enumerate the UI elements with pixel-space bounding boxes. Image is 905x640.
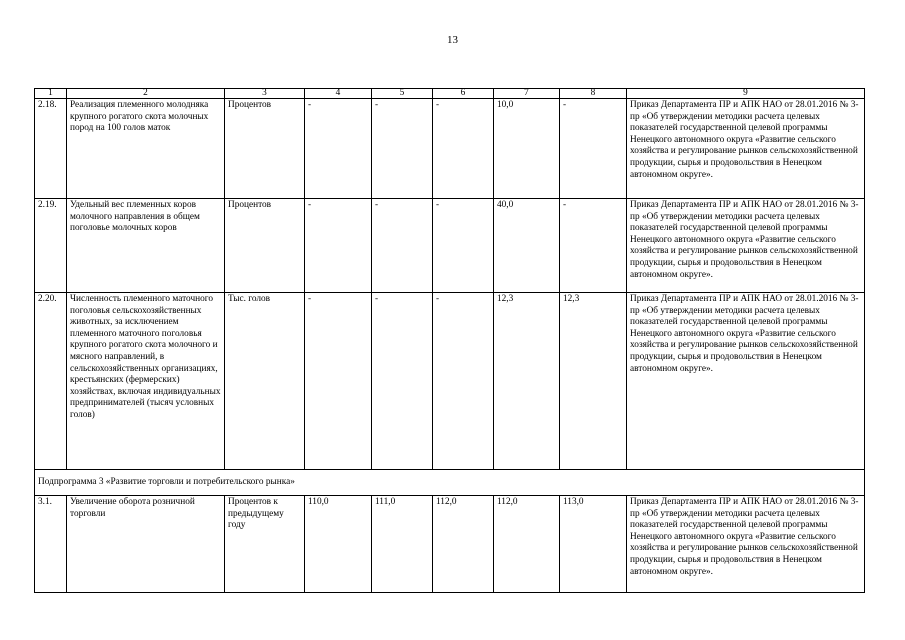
row-number: 2.18. xyxy=(35,99,67,199)
row-number: 2.19. xyxy=(35,199,67,293)
value-cell: 111,0 xyxy=(372,496,433,593)
header-cell: 4 xyxy=(305,89,372,99)
value-cell: 10,0 xyxy=(494,99,560,199)
value-cell: 40,0 xyxy=(494,199,560,293)
value-cell: - xyxy=(305,199,372,293)
header-cell: 2 xyxy=(67,89,225,99)
value-cell: - xyxy=(305,293,372,470)
indicator-name: Численность племенного маточного поголовья сельскохозяйственных животных, за исключением племенного маточного поголовья крупного рогатого скота молочного и мясного направлений, в сельскохозяйственных организациях, крестьянских (фермерских) хозяйствах, включая индивидуальных предпринимателей (тысяч условных голов) xyxy=(67,293,225,470)
header-row xyxy=(35,89,865,99)
value-cell: 112,0 xyxy=(433,496,494,593)
unit: Процентов xyxy=(225,99,305,199)
unit: Тыс. голов xyxy=(225,293,305,470)
source-cell: Приказ Департамента ПР и АПК НАО от 28.01.2016 № 3-пр «Об утверждении методики расчета целевых показателей государственной целевой программы Ненецкого автономного округа «Развитие сельского хозяйства и регулирование рынков сельскохозяйственной продукции, сырья и продовольствия в Ненецком автономном округе». xyxy=(627,99,865,199)
value-cell: - xyxy=(372,293,433,470)
value-cell: 110,0 xyxy=(305,496,372,593)
page-number: 13 xyxy=(447,34,458,46)
source-cell: Приказ Департамента ПР и АПК НАО от 28.01.2016 № 3-пр «Об утверждении методики расчета целевых показателей государственной целевой программы Ненецкого автономного округа «Развитие сельского хозяйства и регулирование рынков сельскохозяйственной продукции, сырья и продовольствия в Ненецком автономном округе». xyxy=(627,293,865,470)
value-cell: - xyxy=(560,199,627,293)
indicator-name: Увеличение оборота розничной торговли xyxy=(67,496,225,593)
header-cell: 5 xyxy=(372,89,433,99)
header-cell: 3 xyxy=(225,89,305,99)
subprogram-title: Подпрограмма 3 «Развитие торговли и потребительского рынка» xyxy=(35,470,865,496)
value-cell: 12,3 xyxy=(560,293,627,470)
value-cell: - xyxy=(372,199,433,293)
indicator-name: Удельный вес племенных коров молочного направления в общем поголовье молочных коров xyxy=(67,199,225,293)
header-cell: 9 xyxy=(627,89,865,99)
source-cell: Приказ Департамента ПР и АПК НАО от 28.01.2016 № 3-пр «Об утверждении методики расчета целевых показателей государственной целевой программы Ненецкого автономного округа «Развитие сельского хозяйства и регулирование рынков сельскохозяйственной продукции, сырья и продовольствия в Ненецком автономном округе». xyxy=(627,496,865,593)
table-row xyxy=(35,199,865,293)
header-cell: 7 xyxy=(494,89,560,99)
row-number: 3.1. xyxy=(35,496,67,593)
header-cell: 6 xyxy=(433,89,494,99)
value-cell: - xyxy=(305,99,372,199)
row-number: 2.20. xyxy=(35,293,67,470)
value-cell: - xyxy=(372,99,433,199)
table-row xyxy=(35,293,865,470)
source-cell: Приказ Департамента ПР и АПК НАО от 28.01.2016 № 3-пр «Об утверждении методики расчета целевых показателей государственной целевой программы Ненецкого автономного округа «Развитие сельского хозяйства и регулирование рынков сельскохозяйственной продукции, сырья и продовольствия в Ненецком автономном округе». xyxy=(627,199,865,293)
value-cell: - xyxy=(433,293,494,470)
unit: Процентов xyxy=(225,199,305,293)
value-cell: - xyxy=(433,199,494,293)
header-cell: 1 xyxy=(35,89,67,99)
value-cell: 112,0 xyxy=(494,496,560,593)
indicator-name: Реализация племенного молодняка крупного рогатого скота молочных пород на 100 голов маток xyxy=(67,99,225,199)
value-cell: 12,3 xyxy=(494,293,560,470)
unit: Процентов к предыдущему году xyxy=(225,496,305,593)
subprogram-row xyxy=(35,470,865,496)
table-row xyxy=(35,99,865,199)
indicators-table xyxy=(34,88,865,593)
value-cell: 113,0 xyxy=(560,496,627,593)
value-cell: - xyxy=(433,99,494,199)
table-row xyxy=(35,496,865,593)
value-cell: - xyxy=(560,99,627,199)
header-cell: 8 xyxy=(560,89,627,99)
